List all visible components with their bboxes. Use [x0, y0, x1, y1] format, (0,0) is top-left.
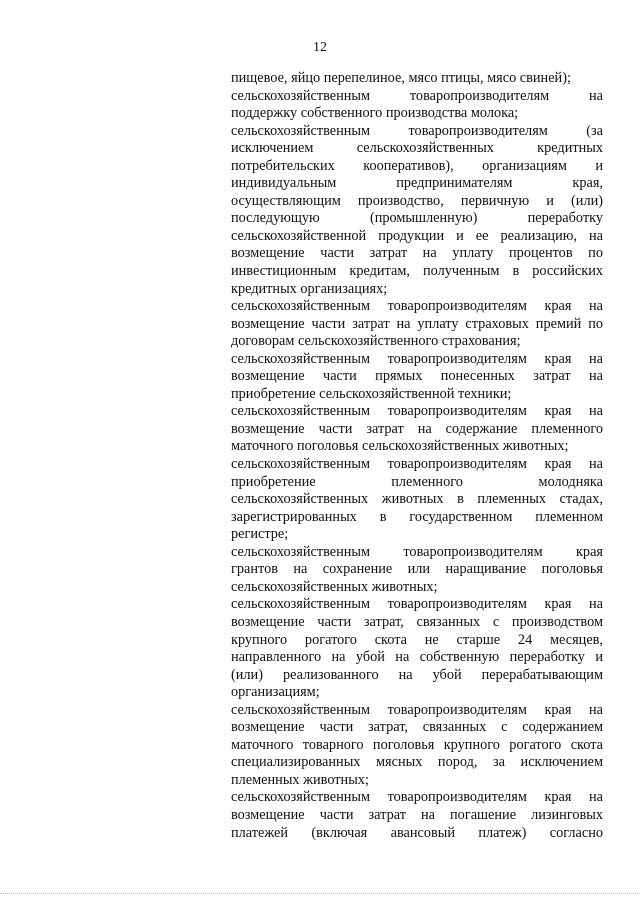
text-line: сельскохозяйственным товаропроизводителям края	[231, 543, 603, 560]
list-item	[231, 351, 603, 404]
text-line: регистре;	[231, 526, 289, 543]
text-line: организациям;	[231, 684, 320, 701]
text-line: пищевое, яйцо перепелиное, мясо птицы, мясо свиней);	[231, 70, 571, 86]
text-line: зарегистрированных в государственном племенном	[231, 508, 603, 525]
text-line: сельскохозяйственной продукции и ее реализацию, на	[231, 227, 603, 244]
scan-bottom-edge	[0, 893, 640, 894]
text-line: сельскохозяйственных животных;	[231, 578, 438, 595]
text-line: приобретение сельскохозяйственной техники;	[231, 385, 512, 402]
text-line: сельскохозяйственным товаропроизводителям края на	[231, 456, 603, 473]
text-line: инвестиционным кредитам, полученным в российских	[231, 263, 603, 280]
list-item	[231, 596, 603, 701]
text-line: возмещение части затрат на погашение лизинговых	[231, 806, 603, 823]
list-item	[231, 70, 603, 88]
text-line: приобретение племенного молодняка	[231, 473, 603, 490]
text-line: крупного рогатого скота не старше 24 месяцев,	[231, 631, 603, 648]
text-line: направленного на убой на собственную переработку и	[231, 649, 603, 666]
text-line: сельскохозяйственным товаропроизводителям края на	[231, 403, 603, 420]
text-line: платежей (включая авансовый платеж) согласно	[231, 824, 603, 841]
text-line: племенных животных;	[231, 771, 369, 788]
text-line: сельскохозяйственным товаропроизводителям края на	[231, 596, 603, 613]
text-line: сельскохозяйственным товаропроизводителям (за	[231, 122, 603, 139]
text-line: последующую (промышленную) переработку	[231, 210, 603, 227]
text-line: специализированных мясных пород, за исключением	[231, 754, 603, 771]
list-item	[231, 702, 603, 790]
text-line: возмещение части затрат, связанных с содержанием	[231, 719, 603, 736]
text-line: возмещение части затрат на уплату страховых премий по	[231, 315, 603, 332]
list-item	[231, 88, 603, 123]
text-line: сельскохозяйственным товаропроизводителям края на	[231, 701, 603, 718]
text-line: возмещение части затрат, связанных с производством	[231, 613, 603, 630]
text-line: маточного поголовья сельскохозяйственных животных;	[231, 438, 569, 455]
text-line: осуществляющим производство, первичную и (или)	[231, 192, 603, 209]
text-line: сельскохозяйственных животных в племенных стадах,	[231, 491, 603, 508]
text-line: потребительских кооперативов), организациям и	[231, 157, 603, 174]
list-item	[231, 789, 603, 842]
list-item	[231, 123, 603, 298]
text-line: сельскохозяйственным товаропроизводителям края на	[231, 789, 603, 806]
text-line: кредитных организациях;	[231, 280, 388, 297]
text-line: грантов на сохранение или наращивание поголовья	[231, 561, 603, 578]
list-item	[231, 298, 603, 351]
list-item	[231, 456, 603, 544]
document-body	[231, 70, 603, 842]
text-line: возмещение части затрат на содержание племенного	[231, 420, 603, 437]
text-line: поддержку собственного производства молока;	[231, 105, 519, 122]
text-line: (или) реализованного на убой перерабатывающим	[231, 666, 603, 683]
text-line: сельскохозяйственным товаропроизводителям края на	[231, 350, 603, 367]
text-line: договорам сельскохозяйственного страхования;	[231, 333, 521, 350]
text-line: сельскохозяйственным товаропроизводителям края на	[231, 298, 603, 315]
text-line: возмещение части прямых понесенных затрат на	[231, 368, 603, 385]
text-line: маточного товарного поголовья крупного рогатого скота	[231, 736, 603, 753]
list-item	[231, 544, 603, 597]
page-number: 12	[313, 40, 327, 55]
text-line: сельскохозяйственным товаропроизводителям на	[231, 87, 603, 104]
text-line: возмещение части затрат на уплату процентов по	[231, 245, 603, 262]
list-item	[231, 403, 603, 456]
text-line: индивидуальным предпринимателям края,	[231, 175, 603, 192]
text-line: исключением сельскохозяйственных кредитных	[231, 140, 603, 157]
